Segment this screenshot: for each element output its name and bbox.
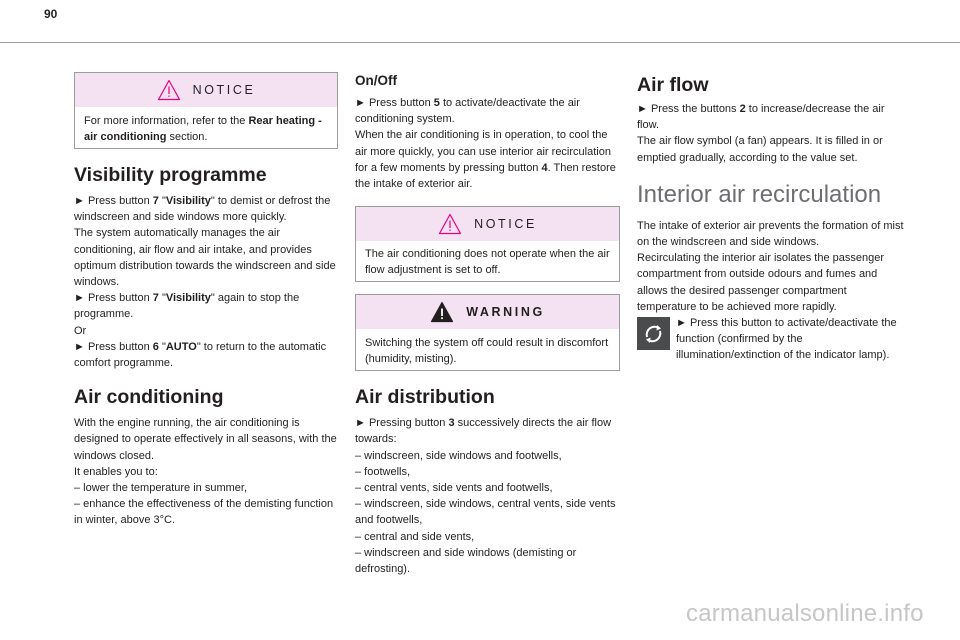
notice-title: NOTICE	[192, 83, 256, 97]
distribution-item: – windscreen, side windows and footwells,	[355, 449, 562, 462]
notice-header-2	[356, 207, 619, 241]
notice-triangle-icon	[438, 213, 462, 235]
airflow-p2: The air flow symbol (a fan) appears. It is filled in or emptied gradually, according to the value set.	[637, 135, 883, 164]
visibility-p1: ► Press button 7 "Visibility" to demist or defrost the windscreen and side windows more quickly.	[74, 195, 331, 224]
recirc-heading: Interior air recirculation	[637, 180, 882, 208]
distribution-item: – windscreen and side windows (demisting or defrosting).	[355, 546, 577, 576]
page-number: 90	[44, 7, 58, 21]
onoff-heading: On/Off	[355, 73, 397, 88]
onoff-p2: When the air conditioning is in operation, to cool the air more quickly, you can use interior air recirculation for a few moments by pressing button 4. Then restore the intake of exterior air.	[355, 129, 616, 191]
warning-header	[356, 295, 619, 329]
distribution-item: – central and side vents,	[355, 530, 475, 543]
visibility-p3: ► Press button 7 "Visibility" again to stop the programme.	[74, 292, 300, 321]
notice-header	[75, 73, 337, 107]
distribution-item: – footwells,	[355, 465, 411, 478]
notice-text-bold: Rear heating - air conditioning	[84, 115, 322, 144]
aircon-body	[74, 415, 338, 528]
visibility-heading: Visibility programme	[74, 164, 267, 186]
aircon-p2: It enables you to:	[74, 465, 158, 478]
column-3	[637, 72, 905, 364]
onoff-p1: ► Press button 5 to activate/deactivate the air conditioning system.	[355, 97, 580, 126]
notice-box	[74, 72, 338, 149]
recirc-p1: The intake of exterior air prevents the formation of mist on the windscreen and side windows.	[637, 219, 904, 249]
aircon-item: – lower the temperature in summer,	[74, 482, 248, 495]
notice-box-2	[355, 206, 620, 282]
onoff-body	[355, 95, 620, 192]
notice-triangle-icon	[157, 79, 181, 101]
column-1	[74, 72, 338, 529]
notice-title-2: NOTICE	[474, 217, 537, 232]
airflow-p1: ► Press the buttons 2 to increase/decrease the air flow.	[637, 103, 885, 132]
column-2	[355, 72, 620, 577]
notice-text-suffix: section.	[166, 131, 208, 144]
distribution-p1: ► Pressing button 3 successively directs the air flow towards:	[355, 417, 612, 446]
aircon-heading: Air conditioning	[74, 386, 224, 409]
recirc-body	[637, 218, 905, 364]
warning-box	[355, 294, 620, 371]
notice-text-2: The air conditioning does not operate when the air flow adjustment is set to off.	[365, 248, 610, 277]
notice-text	[75, 107, 337, 154]
distribution-body	[355, 415, 620, 577]
recirc-p3-wrap	[637, 315, 905, 364]
notice-text-prefix: For more information, refer to the	[84, 115, 249, 127]
aircon-item: – enhance the effectiveness of the demisting function in winter, above 3°C.	[74, 498, 334, 527]
warning-triangle-icon	[430, 301, 454, 323]
distribution-item: – central vents, side vents and footwells,	[355, 482, 553, 495]
visibility-p4: Or	[74, 324, 87, 337]
visibility-p2: The system automatically manages the air conditioning, air flow and air intake, and provides optimum distribution towards the windscreen and side windows.	[74, 227, 336, 289]
distribution-heading: Air distribution	[355, 386, 495, 409]
recirculation-icon	[637, 317, 670, 350]
recirc-p2: Recirculating the interior air isolates the passenger compartment from outside odours and fumes and allows the desired passenger compartment temperature to be achieved more rapidly.	[637, 252, 885, 313]
visibility-p5: ► Press button 6 "AUTO" to return to the automatic comfort programme.	[74, 340, 327, 370]
recirc-p3: ► Press this button to activate/deactivate the function (confirmed by the illumination/extinction of the indicator lamp).	[676, 317, 897, 362]
warning-title: WARNING	[466, 305, 545, 320]
airflow-body	[637, 101, 905, 166]
distribution-item: – windscreen, side windows, central vents, side vents and footwells,	[355, 498, 616, 527]
aircon-p1: With the engine running, the air conditioning is designed to operate effectively in all seasons, with the windows closed.	[74, 417, 337, 462]
airflow-heading: Air flow	[637, 74, 709, 96]
header-rule	[0, 42, 960, 43]
visibility-body	[74, 193, 338, 371]
watermark: carmanualsonline.info	[686, 600, 924, 627]
warning-text: Switching the system off could result in discomfort (humidity, misting).	[365, 337, 609, 366]
